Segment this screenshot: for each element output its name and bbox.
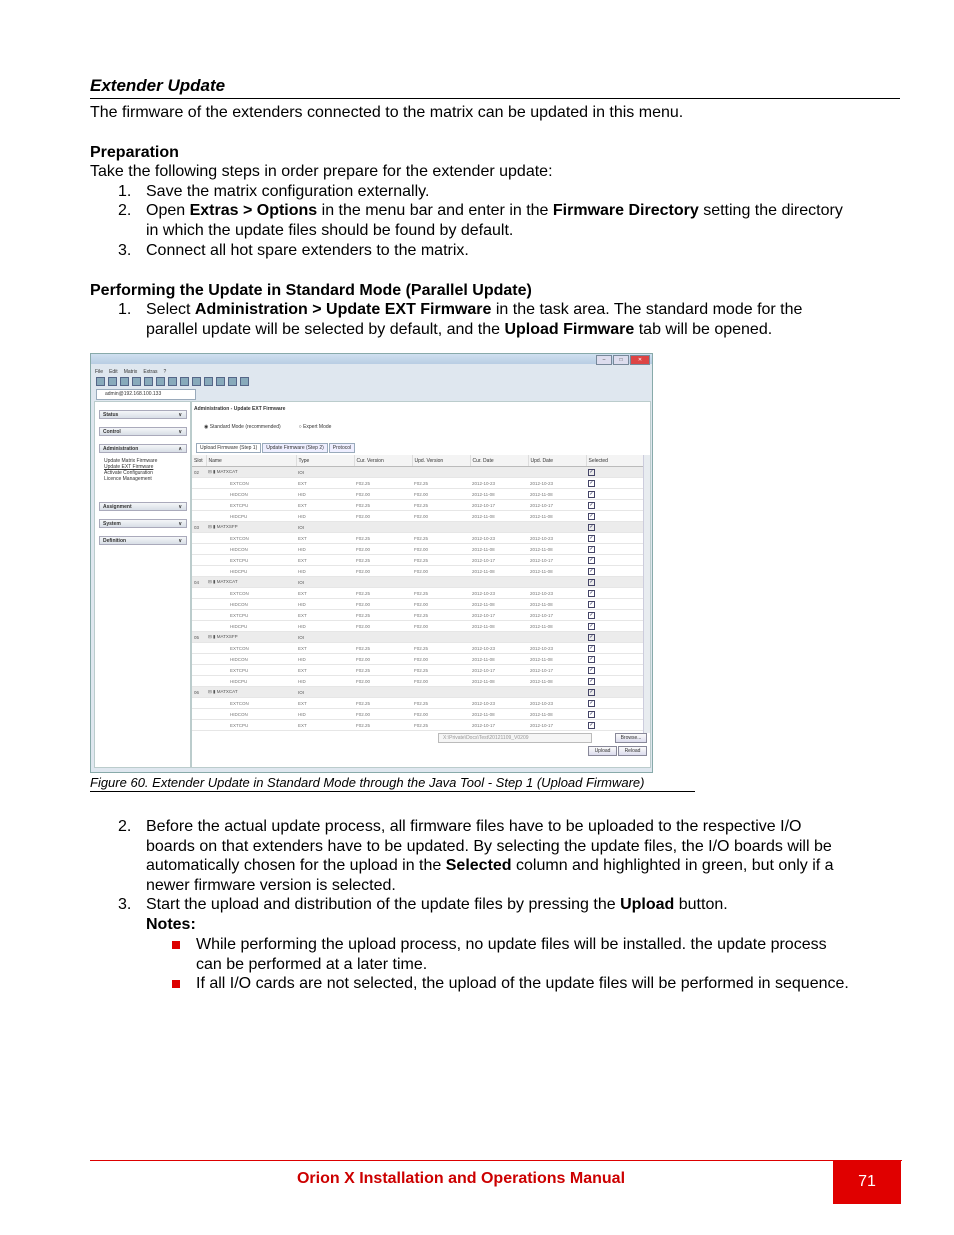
tab-update-firmware[interactable]: Update Firmware (Step 2) (262, 443, 328, 453)
table-cell: F02.00 (412, 544, 470, 555)
table-cell: EXT (296, 500, 354, 511)
table-cell: 2012-10-17 (528, 555, 586, 566)
connect-icon[interactable] (192, 377, 201, 386)
name-cell: ⊟ ▮ MATXCAT (206, 467, 296, 478)
table-cell: 2012-10-17 (470, 665, 528, 676)
table-cell: EXT (296, 643, 354, 654)
table-cell: F02.00 (412, 621, 470, 632)
upload-icon[interactable] (216, 377, 225, 386)
table-row[interactable] (192, 599, 644, 610)
table-row[interactable] (192, 566, 644, 577)
table-row[interactable] (192, 588, 644, 599)
selected-checkbox[interactable]: ✓ (589, 611, 594, 618)
name-cell: HIDCPU (206, 566, 296, 577)
system-button[interactable]: System ∨ (99, 519, 187, 528)
table-cell: 2012-11-08 (528, 654, 586, 665)
table-cell: F02.00 (354, 489, 412, 500)
table-cell: F02.25 (412, 665, 470, 676)
table-cell: F02.25 (412, 610, 470, 621)
table-group-row[interactable] (192, 687, 644, 698)
window-titlebar (91, 354, 652, 364)
table-cell: F02.00 (354, 566, 412, 577)
table-cell: 2012-11-08 (470, 544, 528, 555)
table-cell: 2012-10-17 (528, 500, 586, 511)
table-cell: F02.25 (412, 588, 470, 599)
table-cell: HID (296, 621, 354, 632)
table-cell: HID (296, 489, 354, 500)
table-cell: HID (296, 566, 354, 577)
table-cell: 2012-11-08 (470, 676, 528, 687)
name-cell: HIDCON (206, 489, 296, 500)
table-cell: 2012-10-23 (470, 643, 528, 654)
table-cell: HID (296, 544, 354, 555)
menu-edit[interactable]: Edit (109, 369, 118, 375)
col-type[interactable]: Type (296, 455, 354, 467)
table-group-row[interactable] (192, 522, 644, 533)
table-cell: 2012-10-23 (470, 698, 528, 709)
table-row[interactable] (192, 665, 644, 676)
menu-matrix[interactable]: Matrix (123, 369, 138, 375)
table-cell: F02.25 (412, 555, 470, 566)
table-cell: EXT (296, 555, 354, 566)
figure-caption: Figure 60. Extender Update in Standard Mode through the Java Tool - Step 1 (Upload Firmware) (90, 775, 645, 790)
table-cell: F02.25 (412, 698, 470, 709)
selected-checkbox[interactable]: ✓ (589, 655, 594, 662)
table-cell: EXT (296, 588, 354, 599)
col-selected[interactable]: Selected (586, 455, 644, 467)
selected-checkbox[interactable]: ✓ (589, 578, 594, 585)
table-cell: F02.25 (354, 500, 412, 511)
name-cell: EXTCPU (206, 610, 296, 621)
table-row[interactable] (192, 500, 644, 511)
table-cell: 2012-11-08 (528, 621, 586, 632)
caption-underline (90, 791, 695, 792)
refresh-icon[interactable] (132, 377, 141, 386)
table-cell: F02.25 (354, 720, 412, 731)
table-cell: F02.00 (354, 599, 412, 610)
main-panel (191, 401, 651, 768)
selected-checkbox[interactable]: ✓ (589, 534, 594, 541)
minimize-icon[interactable]: – (596, 355, 612, 365)
table-cell: 2012-11-08 (528, 599, 586, 610)
table-cell: F02.00 (412, 511, 470, 522)
name-cell: EXTCON (206, 588, 296, 599)
table-cell: 2012-11-08 (528, 566, 586, 577)
task-panel (94, 401, 191, 768)
table-row[interactable] (192, 720, 644, 731)
control-button[interactable]: Control ∨ (99, 427, 187, 436)
name-cell: EXTCPU (206, 555, 296, 566)
cut-icon[interactable] (156, 377, 165, 386)
table-cell: HID (296, 709, 354, 720)
section-title: Extender Update (90, 76, 226, 95)
table-cell: F02.25 (354, 533, 412, 544)
col-cur-date[interactable]: Cur. Date (470, 455, 528, 467)
slot-cell: 04 (192, 577, 206, 588)
name-cell: HIDCON (206, 709, 296, 720)
upload-button[interactable]: Upload (588, 746, 617, 756)
table-cell: 2012-10-17 (470, 555, 528, 566)
type-cell: IOI (296, 522, 354, 533)
table-row[interactable] (192, 654, 644, 665)
table-row[interactable] (192, 511, 644, 522)
selected-checkbox[interactable]: ✓ (589, 688, 594, 695)
selected-checkbox[interactable]: ✓ (589, 600, 594, 607)
table-cell: 2012-11-08 (470, 489, 528, 500)
name-cell: HIDCPU (206, 676, 296, 687)
table-cell: F02.00 (412, 599, 470, 610)
table-cell: 2012-10-17 (470, 720, 528, 731)
table-cell: F02.25 (354, 665, 412, 676)
table-row[interactable] (192, 555, 644, 566)
table-cell: EXT (296, 533, 354, 544)
table-cell: F02.25 (412, 643, 470, 654)
table-cell: F02.25 (412, 533, 470, 544)
footer-rule (90, 1160, 902, 1161)
table-cell: EXT (296, 698, 354, 709)
slot-cell: 02 (192, 467, 206, 478)
table-cell: 2012-11-08 (528, 489, 586, 500)
firmware-table (192, 455, 645, 731)
type-cell: IOI (296, 632, 354, 643)
table-cell: 2012-11-08 (528, 676, 586, 687)
intro-text: The firmware of the extenders connected to the matrix can be updated in this menu. (90, 104, 684, 121)
col-name[interactable]: Name (206, 455, 296, 467)
table-cell: 2012-10-23 (470, 533, 528, 544)
session-tab[interactable]: admin@192.168.100.133 (96, 389, 196, 400)
table-cell: HID (296, 599, 354, 610)
selected-checkbox[interactable]: ✓ (589, 523, 594, 530)
table-row[interactable] (192, 709, 644, 720)
table-row[interactable] (192, 676, 644, 687)
selected-checkbox[interactable]: ✓ (589, 699, 594, 706)
table-row[interactable] (192, 643, 644, 654)
table-cell: EXT (296, 610, 354, 621)
table-cell: F02.00 (354, 544, 412, 555)
table-cell: 2012-10-23 (528, 643, 586, 654)
selected-checkbox[interactable]: ✓ (589, 677, 594, 684)
table-cell: 2012-10-23 (528, 478, 586, 489)
preparation-lead: Take the following steps in order prepare for the extender update: (90, 163, 553, 180)
expert-mode-radio[interactable]: ○ Expert Mode (298, 424, 332, 430)
tab-bar (196, 443, 355, 453)
col-upd-version[interactable]: Upd. Version (412, 455, 470, 467)
table-group-row[interactable] (192, 467, 644, 478)
table-cell: F02.25 (354, 698, 412, 709)
selected-checkbox[interactable]: ✓ (589, 721, 594, 728)
java-tool-screenshot (90, 353, 653, 773)
paste-icon[interactable] (180, 377, 189, 386)
save-icon[interactable] (120, 377, 129, 386)
menu-file[interactable]: File (95, 369, 104, 375)
table-cell: HID (296, 654, 354, 665)
open-icon[interactable] (108, 377, 117, 386)
table-cell: 2012-11-08 (528, 511, 586, 522)
new-icon[interactable] (96, 377, 105, 386)
name-cell: EXTCON (206, 478, 296, 489)
table-row[interactable] (192, 698, 644, 709)
table-scrollbar[interactable] (643, 455, 650, 733)
mode-radios (204, 424, 331, 430)
table-cell: F02.00 (412, 489, 470, 500)
table-cell: F02.00 (412, 676, 470, 687)
table-cell: F02.00 (412, 709, 470, 720)
status-button[interactable]: Status ∨ (99, 410, 187, 419)
table-cell: F02.25 (412, 720, 470, 731)
table-cell: 2012-11-08 (470, 511, 528, 522)
undo-icon[interactable] (144, 377, 153, 386)
slot-cell: 03 (192, 522, 206, 533)
table-cell: 2012-11-08 (470, 599, 528, 610)
bullet-icon (172, 941, 180, 949)
definition-button[interactable]: Definition ∨ (99, 536, 187, 545)
table-cell: F02.00 (354, 654, 412, 665)
table-cell: EXT (296, 478, 354, 489)
table-cell: EXT (296, 720, 354, 731)
name-cell: ⊟ ▮ MATXSFP (206, 522, 296, 533)
name-cell: HIDCON (206, 599, 296, 610)
table-cell: 2012-11-08 (528, 709, 586, 720)
table-cell: F02.00 (412, 654, 470, 665)
table-cell: 2012-10-17 (470, 500, 528, 511)
panel-header: Administration - Update EXT Firmware (194, 406, 286, 412)
type-cell: IOI (296, 687, 354, 698)
col-upd-date[interactable]: Upd. Date (528, 455, 586, 467)
table-cell: 2012-10-23 (528, 588, 586, 599)
selected-checkbox[interactable]: ✓ (589, 512, 594, 519)
col-cur-version[interactable]: Cur. Version (354, 455, 412, 467)
table-cell: HID (296, 676, 354, 687)
slot-cell: 06 (192, 687, 206, 698)
table-cell: 2012-10-23 (470, 588, 528, 599)
assignment-button[interactable]: Assignment ∨ (99, 502, 187, 511)
selected-checkbox[interactable]: ✓ (589, 556, 594, 563)
name-cell: EXTCON (206, 533, 296, 544)
disconnect-icon[interactable] (204, 377, 213, 386)
table-cell: F02.25 (354, 555, 412, 566)
name-cell: EXTCPU (206, 500, 296, 511)
table-row[interactable] (192, 489, 644, 500)
footer-title: Orion X Installation and Operations Manual (296, 1170, 626, 1187)
table-cell: 2012-10-17 (528, 720, 586, 731)
table-cell: HID (296, 511, 354, 522)
table-cell: 2012-10-17 (528, 610, 586, 621)
selected-checkbox[interactable]: ✓ (589, 479, 594, 486)
table-cell: 2012-11-08 (470, 566, 528, 577)
download-icon[interactable] (228, 377, 237, 386)
table-cell: 2012-10-23 (528, 698, 586, 709)
menu-extras[interactable]: Extras (143, 369, 158, 375)
selected-checkbox[interactable]: ✓ (589, 567, 594, 574)
standard-mode-heading: Performing the Update in Standard Mode (Parallel Update) (90, 282, 532, 299)
table-cell: 2012-10-23 (470, 478, 528, 489)
table-cell: F02.25 (354, 588, 412, 599)
table-row[interactable] (192, 610, 644, 621)
name-cell: ⊟ ▮ MATXCAT (206, 577, 296, 588)
close-icon[interactable]: ✕ (630, 355, 650, 365)
name-cell: EXTCPU (206, 720, 296, 731)
selected-checkbox[interactable]: ✓ (589, 589, 594, 596)
selected-checkbox[interactable]: ✓ (589, 490, 594, 497)
selected-checkbox[interactable]: ✓ (589, 666, 594, 673)
reload-button[interactable]: Reload (618, 746, 647, 756)
table-cell: 2012-10-23 (528, 533, 586, 544)
name-cell: HIDCON (206, 544, 296, 555)
selected-checkbox[interactable]: ✓ (589, 468, 594, 475)
table-cell: F02.00 (354, 709, 412, 720)
name-cell: HIDCPU (206, 511, 296, 522)
table-cell: 2012-10-17 (470, 610, 528, 621)
admin-item-activate[interactable]: Activate Configuration (104, 470, 153, 476)
table-row[interactable] (192, 478, 644, 489)
selected-checkbox[interactable]: ✓ (589, 622, 594, 629)
table-group-row[interactable] (192, 632, 644, 643)
table-cell: F02.00 (354, 511, 412, 522)
table-cell: F02.00 (354, 621, 412, 632)
table-cell: F02.25 (354, 610, 412, 621)
title-rule (90, 98, 900, 99)
name-cell: ⊟ ▮ MATXSFP (206, 632, 296, 643)
note-bullet-2: If all I/O cards are not selected, the upload of the update files will be performed in sequence. (196, 975, 849, 992)
admin-item-update-matrix[interactable]: Update Matrix Firmware (104, 458, 158, 464)
name-cell: EXTCON (206, 643, 296, 654)
bullet-icon (172, 980, 180, 988)
menu-help[interactable]: ? (163, 369, 167, 375)
tab-upload-firmware[interactable]: Upload Firmware (Step 1) (196, 443, 261, 453)
toolbar (96, 377, 249, 386)
settings-icon[interactable] (240, 377, 249, 386)
selected-checkbox[interactable]: ✓ (589, 644, 594, 651)
firmware-path-field[interactable]: X:\Private\Docs\Test\20121109_V0209 (438, 733, 592, 743)
table-cell: EXT (296, 665, 354, 676)
table-cell: 2012-11-08 (470, 621, 528, 632)
table-group-row[interactable] (192, 577, 644, 588)
table-cell: 2012-10-17 (528, 665, 586, 676)
name-cell: EXTCON (206, 698, 296, 709)
note-bullet-1: While performing the upload process, no update files will be installed. the update process can be performed at a later time. (196, 936, 827, 973)
table-cell: F02.00 (354, 676, 412, 687)
name-cell: EXTCPU (206, 665, 296, 676)
selected-checkbox[interactable]: ✓ (589, 633, 594, 640)
table-cell: F02.25 (354, 478, 412, 489)
preparation-heading: Preparation (90, 144, 179, 161)
admin-item-update-ext[interactable]: Update EXT Firmware (104, 464, 154, 470)
menu-bar (95, 369, 166, 375)
table-cell: F02.25 (412, 478, 470, 489)
type-cell: IOI (296, 577, 354, 588)
tab-protocol[interactable]: Protocol (329, 443, 355, 453)
page-number: 71 (833, 1160, 901, 1204)
table-cell: F02.25 (354, 643, 412, 654)
selected-checkbox[interactable]: ✓ (589, 501, 594, 508)
slot-cell: 05 (192, 632, 206, 643)
table-cell: 2012-11-08 (470, 709, 528, 720)
table-cell: 2012-11-08 (528, 544, 586, 555)
table-cell: F02.00 (412, 566, 470, 577)
standard-mode-radio[interactable]: ◉ Standard Mode (recommended) (204, 424, 281, 430)
selected-checkbox[interactable]: ✓ (589, 545, 594, 552)
name-cell: ⊟ ▮ MATXCAT (206, 687, 296, 698)
table-row[interactable] (192, 533, 644, 544)
type-cell: IOI (296, 467, 354, 478)
selected-checkbox[interactable]: ✓ (589, 710, 594, 717)
copy-icon[interactable] (168, 377, 177, 386)
admin-item-licence[interactable]: Licence Management (104, 476, 152, 482)
col-slot[interactable]: Slot (192, 455, 206, 467)
administration-button[interactable]: Administration ∧ (99, 444, 187, 453)
browse-button[interactable]: Browse... (615, 733, 647, 743)
table-cell: F02.25 (412, 500, 470, 511)
table-cell: 2012-11-08 (470, 654, 528, 665)
table-row[interactable] (192, 544, 644, 555)
name-cell: HIDCPU (206, 621, 296, 632)
maximize-icon[interactable]: □ (613, 355, 629, 365)
name-cell: HIDCON (206, 654, 296, 665)
table-row[interactable] (192, 621, 644, 632)
